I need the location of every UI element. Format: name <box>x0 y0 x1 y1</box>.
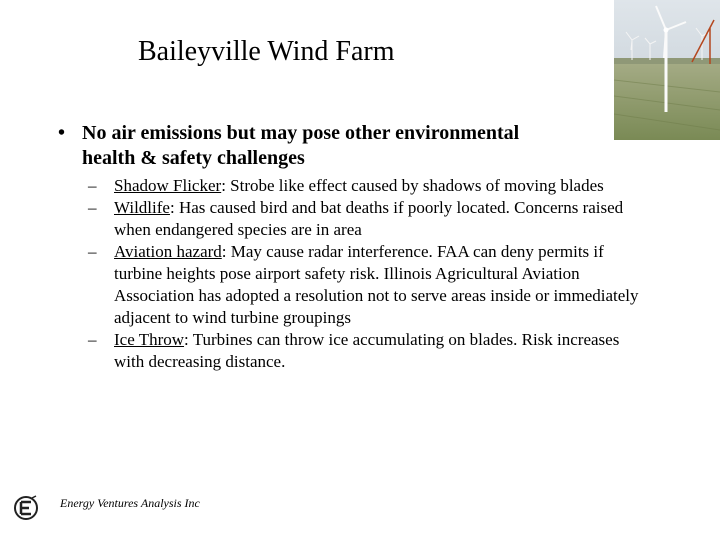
sub-bullet-term: Aviation hazard <box>114 242 222 261</box>
eva-logo-graphic <box>12 494 40 522</box>
sub-bullet-text: : May cause radar interference. FAA can deny permits if turbine heights pose airport safety risk. Illinois Agricultural Aviation Association has adopted a resolution not to serve areas inside or immediately adjacent to wind turbine groupings <box>114 242 639 327</box>
dash-marker: – <box>88 242 97 261</box>
main-bullet-line-2: health & safety challenges <box>82 147 305 169</box>
sub-bullet-text: : Turbines can throw ice accumulating on blades. Risk increases with decreasing distance. <box>114 330 620 371</box>
sub-bullet-ice-throw <box>88 329 648 373</box>
dash-marker: – <box>88 198 97 217</box>
footer-company-name: Energy Ventures Analysis Inc <box>60 496 200 510</box>
sub-bullet-list <box>88 175 648 373</box>
sub-bullet-term: Wildlife <box>114 198 170 217</box>
bullet-marker: • <box>58 122 66 144</box>
sub-bullet-text: : Has caused bird and bat deaths if poorly located. Concerns raised when endangered species are in area <box>114 198 624 239</box>
dash-marker: – <box>88 330 97 349</box>
dash-marker: – <box>88 176 97 195</box>
sub-bullet-aviation-hazard <box>88 241 648 329</box>
sub-bullet-shadow-flicker <box>88 175 648 197</box>
wind-farm-photo-graphic <box>614 0 720 140</box>
wind-farm-photo <box>614 0 720 140</box>
main-bullet-text <box>82 121 632 171</box>
eva-logo-icon <box>12 494 40 522</box>
sub-bullet-text: : Strobe like effect caused by shadows of moving blades <box>221 176 604 195</box>
sub-bullet-term: Shadow Flicker <box>114 176 222 195</box>
sub-bullet-wildlife <box>88 197 648 241</box>
slide-title: Baileyville Wind Farm <box>138 36 395 67</box>
main-bullet-line-1: No air emissions but may pose other environmental <box>82 122 520 144</box>
sub-bullet-term: Ice Throw <box>114 330 185 349</box>
